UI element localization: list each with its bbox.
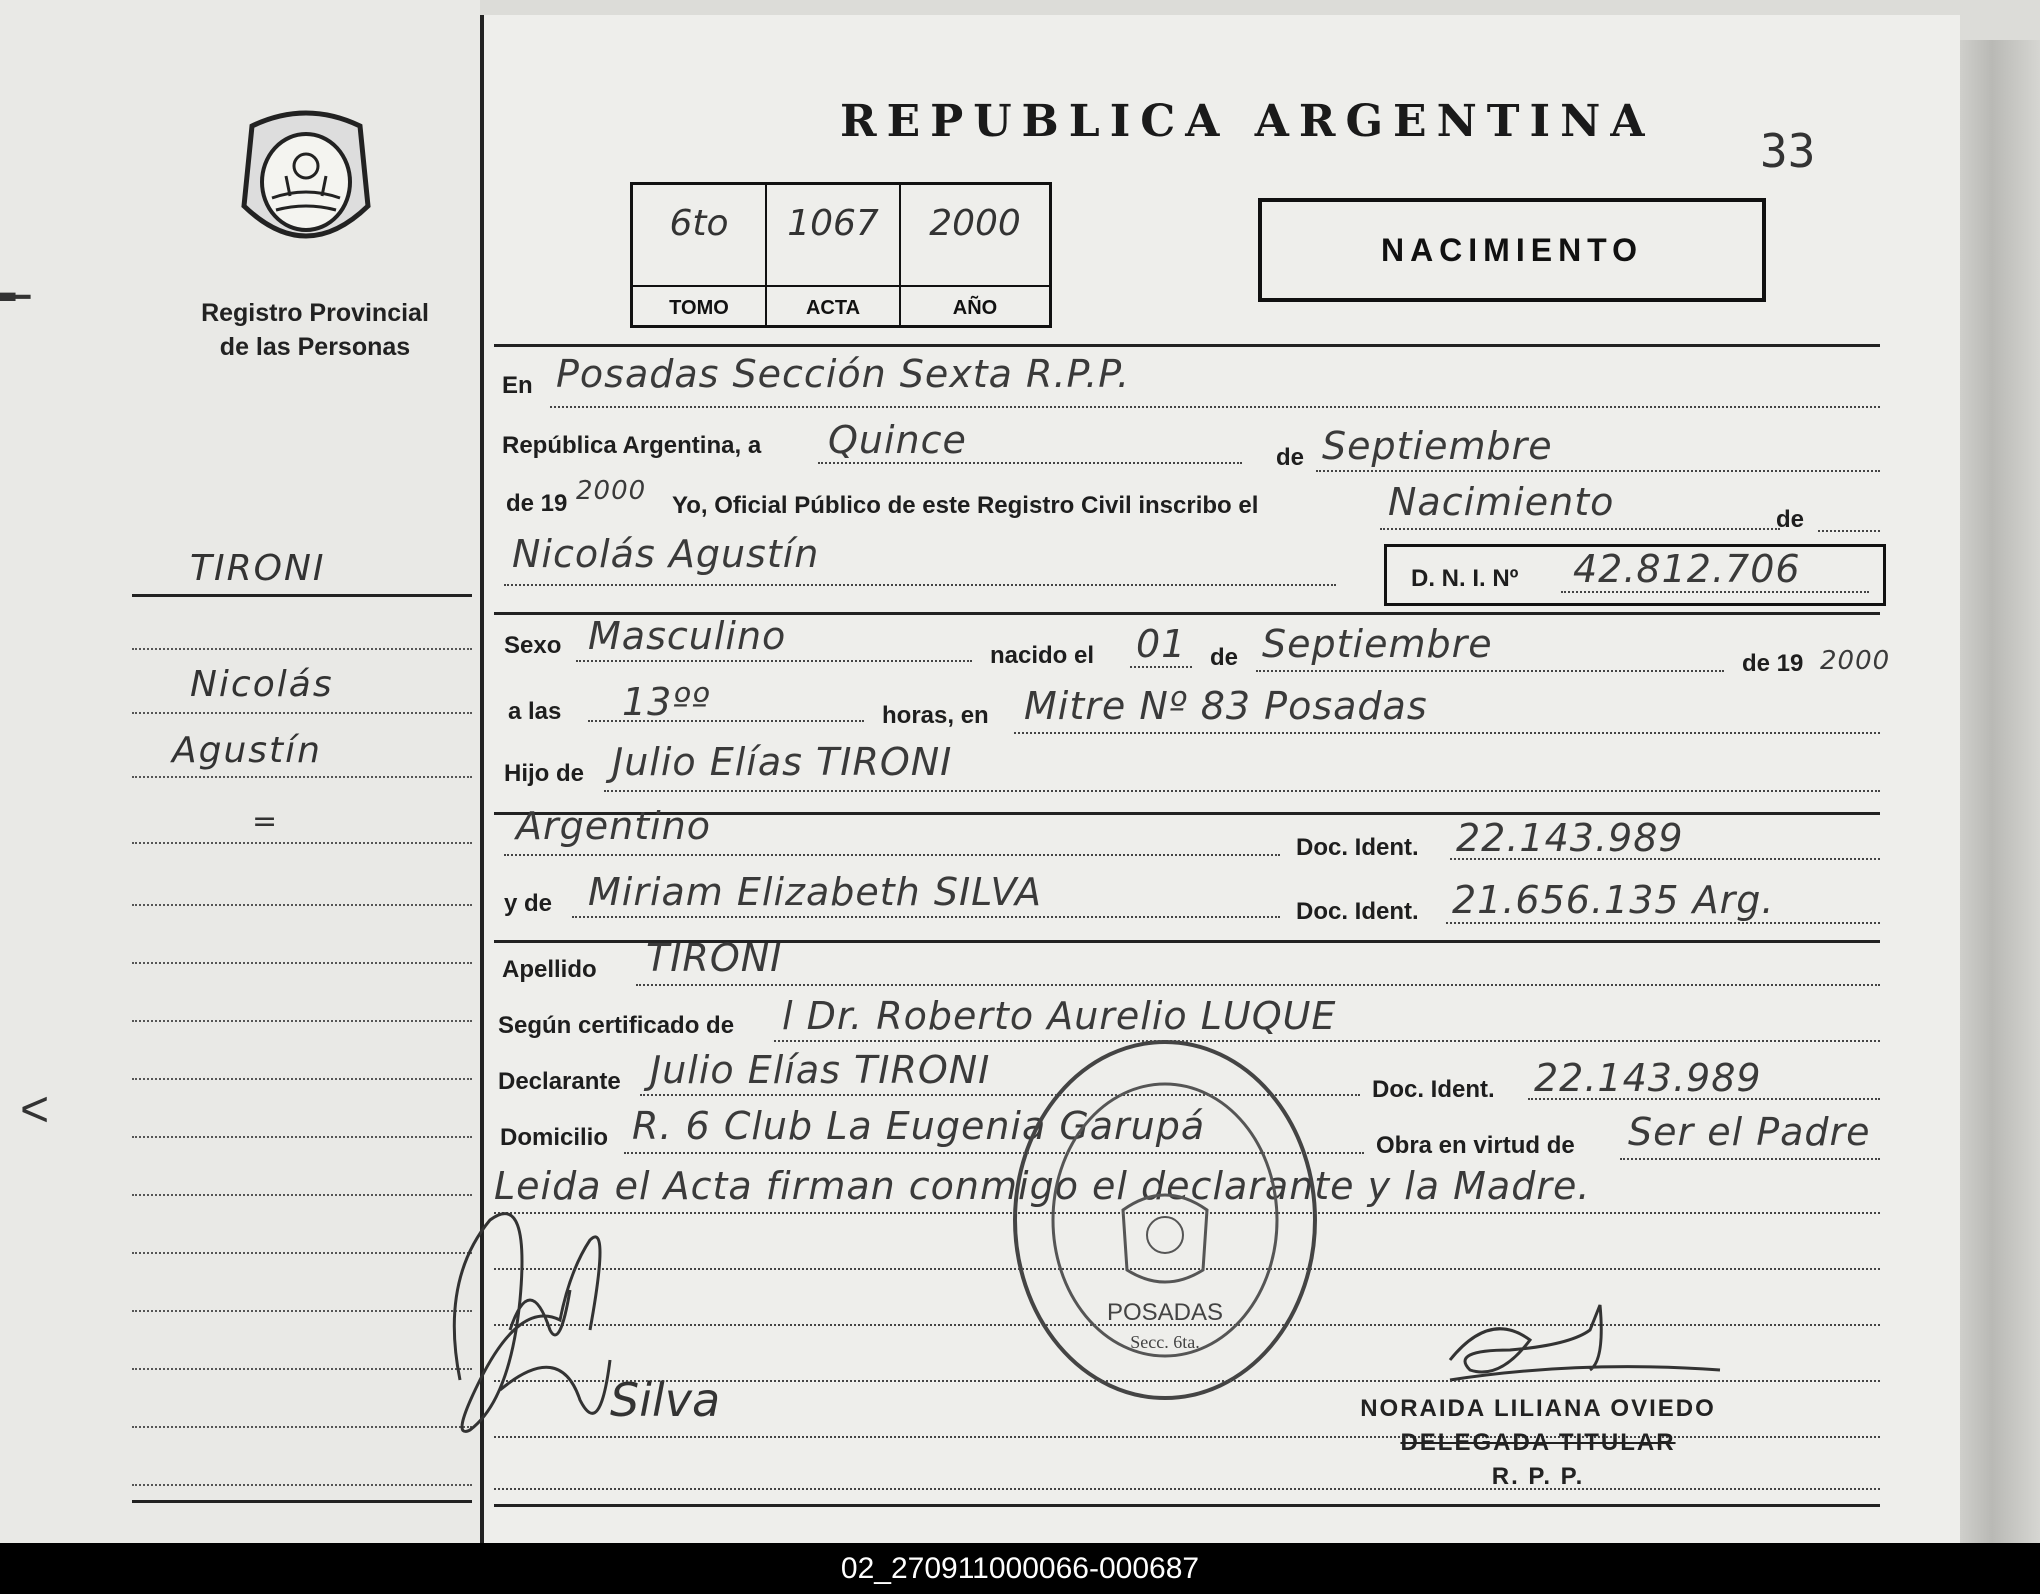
rule [494, 1504, 1880, 1507]
line [1818, 530, 1880, 532]
line [504, 854, 1280, 856]
side-line [132, 962, 472, 964]
side-line [132, 1368, 472, 1370]
officer-name: NORAIDA LILIANA OVIEDO [1360, 1395, 1716, 1422]
en-label: En [502, 372, 533, 399]
rule [494, 344, 1880, 347]
hour-value: 13ºº [622, 680, 711, 724]
father-nationality-value: Argentino [516, 804, 711, 848]
registry-reference-box [630, 182, 1052, 328]
side-rule [132, 594, 472, 597]
alas-label: a las [508, 698, 562, 725]
stamp-city: POSADAS [1106, 1299, 1224, 1326]
segun-value: l Dr. Roberto Aurelio LUQUE [782, 994, 1337, 1038]
line [1446, 922, 1880, 924]
obra-value: Ser el Padre [1628, 1110, 1871, 1154]
page-edges [1960, 40, 2040, 1543]
sexo-label: Sexo [504, 632, 562, 659]
segun-label: Según certificado de [498, 1012, 735, 1039]
official-stamp-icon [1005, 1030, 1325, 1410]
en-value: Posadas Sección Sexta R.P.P. [556, 352, 1131, 396]
officer-block [1343, 1392, 1733, 1494]
line [1561, 591, 1869, 593]
year-value: 2000 [576, 476, 647, 506]
side-line [132, 1078, 472, 1080]
line [604, 790, 1880, 792]
page-number: 33 [1760, 124, 1816, 178]
side-line [132, 1252, 472, 1254]
father-value: Julio Elías TIRONI [612, 740, 953, 784]
side-given-name-1: Nicolás [190, 664, 334, 705]
registry-line-1: Registro Provincial [201, 299, 429, 327]
day-value: Quince [828, 418, 967, 462]
acta-value: 1067 [787, 203, 879, 244]
anio-label: AÑO [901, 285, 1049, 320]
de2-label: de [1776, 506, 1805, 533]
line [576, 660, 972, 662]
side-line [132, 1020, 472, 1022]
line [1380, 528, 1780, 530]
side-rule [132, 1500, 472, 1503]
de3-label: de [1210, 644, 1239, 671]
birth-year-value: 2000 [1820, 646, 1891, 676]
side-line [132, 1426, 472, 1428]
side-ditto: = [252, 804, 280, 839]
line [1130, 666, 1192, 668]
officer-office: R. P. P. [1491, 1463, 1585, 1490]
declarante-label: Declarante [498, 1068, 621, 1095]
signatures-icon [440, 1180, 980, 1460]
father-doc-label: Doc. Ident. [1296, 834, 1419, 861]
father-doc-value: 22.143.989 [1456, 816, 1684, 860]
tomo-label: TOMO [633, 285, 765, 320]
side-line [132, 1484, 472, 1486]
side-surname: TIRONI [190, 548, 326, 589]
image-id-footer: 02_270911000066-000687 [0, 1543, 2040, 1594]
side-line [132, 1310, 472, 1312]
dni-label: D. N. I. Nº [1411, 565, 1519, 592]
province-seal-icon [232, 106, 380, 258]
sexo-value: Masculino [588, 614, 787, 658]
anio-value: 2000 [929, 203, 1021, 244]
declarante-doc-value: 22.143.989 [1534, 1056, 1762, 1100]
side-line [132, 712, 472, 714]
line [1620, 1158, 1880, 1160]
birth-place-value: Mitre Nº 83 Posadas [1024, 684, 1428, 728]
apellido-value: TIRONI [646, 936, 783, 980]
birth-month-value: Septiembre [1262, 622, 1493, 666]
tomo-value: 6to [669, 203, 729, 244]
dni-box [1384, 544, 1886, 606]
yde-label: y de [504, 890, 553, 917]
side-line [132, 1136, 472, 1138]
nacido-label: nacido el [990, 642, 1095, 669]
line [588, 720, 864, 722]
mother-doc-label: Doc. Ident. [1296, 898, 1419, 925]
line [636, 984, 1880, 986]
line [818, 462, 1242, 464]
anio-cell [901, 185, 1049, 325]
line [1528, 1098, 1880, 1100]
mother-doc-value: 21.656.135 Arg. [1452, 878, 1775, 922]
acta-label: ACTA [767, 285, 899, 320]
tomo-cell [633, 185, 767, 325]
dni-value: 42.812.706 [1573, 547, 1801, 591]
declarante-doc-label: Doc. Ident. [1372, 1076, 1495, 1103]
document-title: REPUBLICA ARGENTINA [840, 96, 1655, 147]
officer-title: DELEGADA TITULAR [1400, 1429, 1676, 1456]
closing-statement: Leida el Acta firman conmigo el declarante y la Madre. [494, 1164, 1591, 1208]
stamp-section: Secc. 6ta. [1130, 1332, 1200, 1352]
binding-mark: ╾ [0, 269, 31, 325]
line [1450, 858, 1880, 860]
de19b-label: de 19 [1742, 650, 1804, 677]
event-value: Nacimiento [1388, 480, 1615, 524]
mother-value: Miriam Elizabeth SILVA [588, 870, 1042, 914]
line [1316, 470, 1880, 472]
line [774, 1040, 1880, 1042]
horas-label: horas, en [882, 702, 989, 729]
de-label: de [1276, 444, 1305, 471]
line [1256, 670, 1724, 672]
republica-label: República Argentina, a [502, 432, 762, 459]
birth-day-value: 01 [1136, 622, 1187, 666]
line [572, 916, 1280, 918]
line [504, 584, 1336, 586]
side-line [132, 1194, 472, 1196]
side-line [132, 648, 472, 650]
record-type-box: NACIMIENTO [1258, 198, 1766, 302]
side-line [132, 842, 472, 844]
child-name-value: Nicolás Agustín [512, 532, 820, 576]
line [1014, 732, 1880, 734]
registry-title [150, 296, 480, 364]
line [550, 406, 1880, 408]
acta-cell [767, 185, 901, 325]
obra-label: Obra en virtud de [1376, 1132, 1575, 1159]
hijo-label: Hijo de [504, 760, 585, 787]
side-given-name-2: Agustín [172, 730, 322, 771]
apellido-label: Apellido [502, 956, 597, 983]
de19-label: de 19 [506, 490, 568, 517]
mother-signature: Silva [610, 1373, 721, 1427]
month-value: Septiembre [1322, 424, 1553, 468]
declarante-value: Julio Elías TIRONI [650, 1048, 991, 1092]
yo-label: Yo, Oficial Público de este Registro Civil inscribo el [672, 492, 1259, 519]
registry-line-2: de las Personas [219, 333, 411, 361]
binding-mark: < [20, 1081, 50, 1137]
domicilio-label: Domicilio [500, 1124, 609, 1151]
side-line [132, 776, 472, 778]
domicilio-value: R. 6 Club La Eugenia Garupá [632, 1104, 1206, 1148]
side-line [132, 904, 472, 906]
